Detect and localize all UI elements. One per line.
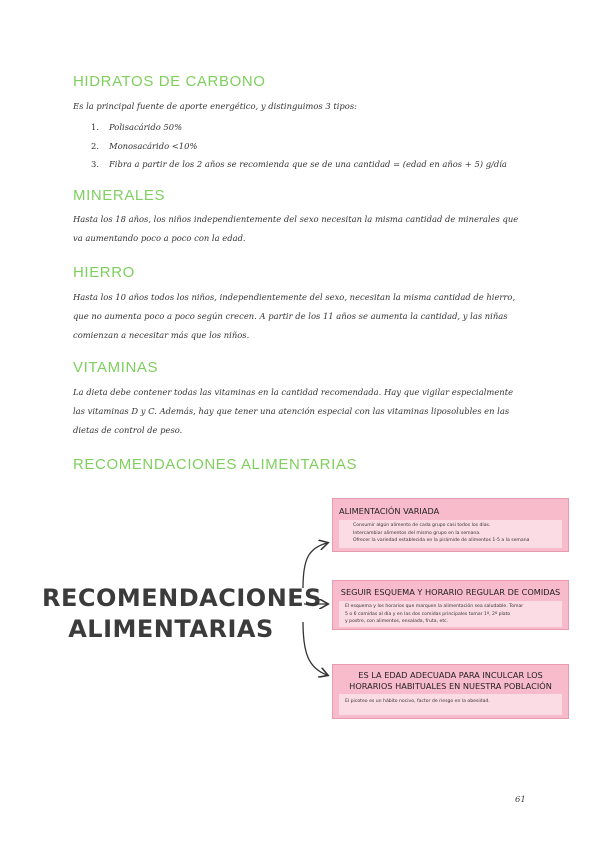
diagram-main-title-line2: ALIMENTARIAS <box>68 615 274 643</box>
list-item: 2. Monosacárido <10% <box>91 140 198 151</box>
list-item: • Intercambiar alimentos del mismo grupo en la semana. <box>353 530 556 538</box>
box1-content <box>339 520 562 548</box>
heading-recomendaciones: RECOMENDACIONES ALIMENTARIAS <box>73 456 358 473</box>
heading-hierro: HIERRO <box>73 264 135 281</box>
box2-line: El esquema y los horarios que marquen la alimentación sea saludable. Tomar <box>345 604 524 609</box>
box3-title-line1: ES LA EDAD ADECUADA PARA INCULCAR LOS <box>358 670 543 680</box>
arrow-to-box3 <box>303 622 327 675</box>
box3-title-line2: HORARIOS HABITUALES EN NUESTRA POBLACIÓN <box>349 680 552 691</box>
box3-content <box>339 694 562 715</box>
box2-line: 5 o 6 comidas al día y en las dos comidas principales tomar 1º, 2º plato <box>345 611 511 617</box>
page-number: 61 <box>515 795 526 805</box>
heading-minerales: MINERALES <box>73 187 166 204</box>
list-item: • Ofrecer la variedad establecida en la pirámide de alimentos 1-5 a la semana <box>353 537 556 545</box>
minerales-body: Hasta los 18 años, los niños independientemente del sexo necesitan la misma cantidad de minerales que va aumentando poco a poco con la edad. <box>73 214 519 243</box>
box2-content <box>339 601 562 627</box>
arrow-to-box1 <box>303 543 327 588</box>
box1-title: ALIMENTACIÓN VARIADA <box>339 506 440 516</box>
hidratos-intro: Es la principal fuente de aporte energético, y distinguimos 3 tipos: <box>73 101 357 111</box>
diagram-main-title-line1: RECOMENDACIONES <box>42 584 322 612</box>
heading-vitaminas: VITAMINAS <box>73 359 159 376</box>
hierro-body: Hasta los 10 años todos los niños, independientemente del sexo, necesitan la misma cantidad de hierro, que no aumenta poco a poco según crecen. A partir de los 11 años se aumenta la cantidad, y las niñas comienzan a necesitar más que los niños. <box>73 292 516 340</box>
list-item: • Consumir algún alimento de cada grupo casi todos los días. <box>353 522 556 530</box>
list-item: 1. Polisacárido 50% <box>91 122 183 132</box>
box-edad-adecuada <box>332 664 569 719</box>
box-esquema-horario <box>332 580 569 630</box>
box2-line: y postre, con alimentos, ensalada, fruta, etc. <box>345 619 449 625</box>
box-alimentacion-variada <box>332 498 569 552</box>
box3-title <box>333 670 568 691</box>
list-item: 3. Fibra a partir de los 2 años se recomienda que se de una cantidad = (edad en años + 5) g/día <box>91 159 507 169</box>
vitaminas-body: La dieta debe contener todas las vitaminas en la cantidad recomendada. Hay que vigilar especialmente las vitaminas D y C. Además, hay que tener una atención especial con las vitaminas liposolubles en las dietas de control de peso. <box>73 387 514 435</box>
box2-title: SEGUIR ESQUEMA Y HORARIO REGULAR DE COMIDAS <box>340 587 561 597</box>
heading-hidratos: HIDRATOS DE CARBONO <box>73 73 266 90</box>
box3-line: El picoteo es un hábito nocivo, factor de riesgo en la obesidad. <box>345 699 490 704</box>
